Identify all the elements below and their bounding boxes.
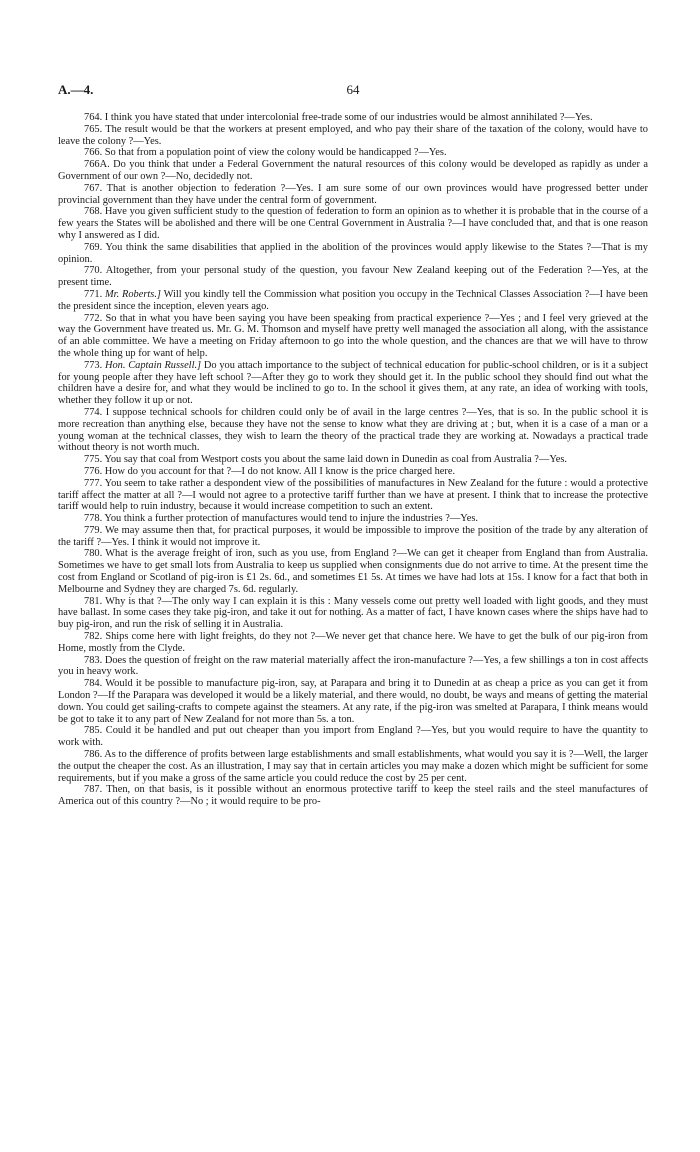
question-paragraph: 786. As to the difference of profits between large establishments and small establishments, what would you say it is ?—Well, the larger the output the cheaper the cost. As an illustration, I may say that in certain articles you may make a dozen which might be sufficient for some requirements, but if you make a gross of the same article you could reduce the cost by 25 per cent. bbox=[58, 749, 648, 784]
question-number: 771. bbox=[84, 288, 106, 300]
question-paragraph: 767. That is another objection to federation ?—Yes. I am sure some of our own provinces would have progressed better under provincial government than they have under the central form of government. bbox=[58, 182, 648, 206]
question-paragraph: 784. Would it be possible to manufacture pig-iron, say, at Parapara and bring it to Dunedin at as cheap a price as you can get it from London ?—If the Parapara was developed it would be a likely material, and there would, no doubt, be ways and means of getting the material down. You could get sailing-crafts to compete against the steamers. At any rate, if the pig-iron was smelted at Parapara, I think means would be got to take it to any part of New Zealand for not more than 5s. a ton. bbox=[58, 678, 648, 725]
question-paragraph: 785. Could it be handled and put out cheaper than you import from England ?—Yes, but you would require to have the quantity to work with. bbox=[58, 725, 648, 749]
speaker-name: Hon. Captain Russell.] bbox=[104, 359, 202, 371]
question-paragraph: 766A. Do you think that under a Federal Government the natural resources of this colony would be developed as rapidly as under a Government of our own ?—No, decidedly not. bbox=[58, 159, 648, 182]
question-text: Will you kindly tell the Commission what position you occupy in the Technical Classes Association ?—I have been the president since the inception, eleven years ago. bbox=[58, 288, 649, 312]
question-paragraph: 777. You seem to take rather a despondent view of the possibilities of manufactures in New Zealand for the future : would a protective tariff affect the matter at all ?—I would not agree to a protective tariff further than we have at present. I think that to increase the protective tariff would help to ruin industry, because it would increase competition to such an extent. bbox=[58, 477, 648, 513]
question-paragraph: 778. You think a further protection of manufactures would tend to injure the industries ?—Yes. bbox=[84, 513, 479, 525]
question-paragraph: 764. I think you have stated that under intercolonial free-trade some of our industries would be almost annihilated ?—Yes. bbox=[84, 112, 593, 123]
question-paragraph: 782. Ships come here with light freights, do they not ?—We never get that chance here. We have to get the bulk of our pig-iron from Home, mostly from the Clyde. bbox=[58, 631, 648, 654]
question-paragraph: 765. The result would be that the workers at present employed, and who pay their share of the taxation of the colony, would have to leave the colony ?—Yes. bbox=[58, 123, 648, 147]
question-paragraph: 787. Then, on that basis, is it possible without an enormous protective tariff to keep the steel rails and the steel manufactures of America out of this country ?—No ; it would require to be pro- bbox=[58, 784, 648, 808]
question-paragraph: 769. You think the same disabilities that applied in the abolition of the provinces would apply likewise to the States ?—That is my opinion. bbox=[58, 241, 648, 265]
question-text: Do you attach importance to the subject of technical education for public-school children, or is it a subject for young people after they have left school ?—After they go to work they should get it. In the public school they should find out what the children have a desire for, and what they would be inclined to go to. In the school it gives them, at any rate, an idea of working with tools, whether they follow it up or not. bbox=[58, 359, 649, 407]
question-paragraph: 772. So that in what you have been saying you have been speaking from practical experience ?—Yes ; and I feel very grieved at the way the Government have treated us. Mr. G. M. Thomson and myself have pretty well managed the association all along, with the assistance of an able committee. We have a meeting on Friday afternoon to go into the whole question, and the chances are that we will have to throw the whole thing up for want of help. bbox=[58, 312, 648, 359]
question-paragraph: 774. I suppose technical schools for children could only be of avail in the large centres ?—Yes, that is so. In the public school it is more recreation than anything else, because they have not the sense to know what they are driving at ; but, when it is a case of a man or a young woman at the technical classes, they wish to learn the theory of the practical trade they are working at. Nowadays a practical trade without theory is not worth much. bbox=[58, 406, 648, 454]
speaker-name: Mr. Roberts.] bbox=[105, 288, 161, 300]
document-reference: A.—4. bbox=[58, 82, 94, 97]
question-paragraph: 779. We may assume then that, for practical purposes, it would be impossible to improve the position of the trade by any alteration of the tariff ?—Yes. I think it would not improve it. bbox=[58, 524, 648, 548]
question-paragraph: 768. Have you given sufficient study to the question of federation to form an opinion as to whether it is probable that in the course of a few years the States will be abolished and there will be one Central Government in Australia ?—I have concluded that, and that is one reason why I answered as I did. bbox=[58, 206, 648, 241]
question-paragraph: 770. Altogether, from your personal study of the question, you favour New Zealand keeping out of the Federation ?—Yes, at the present time. bbox=[58, 265, 648, 289]
page-number: 64 bbox=[346, 82, 360, 97]
question-paragraph: 780. What is the average freight of iron, such as you use, from England ?—We can get it cheaper from England than from Australia. Sometimes we have to get small lots from Australia to keep us supplied when consignments due do not arrive to time. At the present time the cost from England or Scotland of pig-iron is £1 2s. 6d., and sometimes £1 5s. At times we have had lots at 15s. I know for a fact that both in Melbourne and Sydney they are charged 7s. 6d. regularly. bbox=[58, 548, 648, 595]
question-paragraph: 766. So that from a population point of view the colony would be handicapped ?—Yes. bbox=[84, 147, 447, 159]
evidence-text bbox=[58, 112, 648, 808]
question-number: 773. bbox=[84, 359, 105, 371]
question-paragraph bbox=[58, 289, 648, 313]
question-paragraph: 775. You say that coal from Westport costs you about the same laid down in Dunedin as coal from Australia ?—Yes. bbox=[84, 454, 568, 466]
page-header bbox=[58, 82, 648, 98]
question-paragraph: 776. How do you account for that ?—I do not know. All I know is the price charged here. bbox=[84, 465, 456, 477]
question-paragraph: 783. Does the question of freight on the raw material materially affect the iron-manufacture ?—Yes, a few shillings a ton in cost affects you in heavy work. bbox=[58, 654, 648, 678]
question-paragraph bbox=[58, 360, 648, 407]
question-paragraph: 781. Why is that ?—The only way I can explain it is this : Many vessels come out pretty well loaded with light goods, and they must have ballast. In some cases they take pig-iron, and take it out for nothing. As a matter of fact, I have known cases where the ships have had to buy pig-iron, and run the risk of selling it in Australia. bbox=[58, 595, 648, 631]
